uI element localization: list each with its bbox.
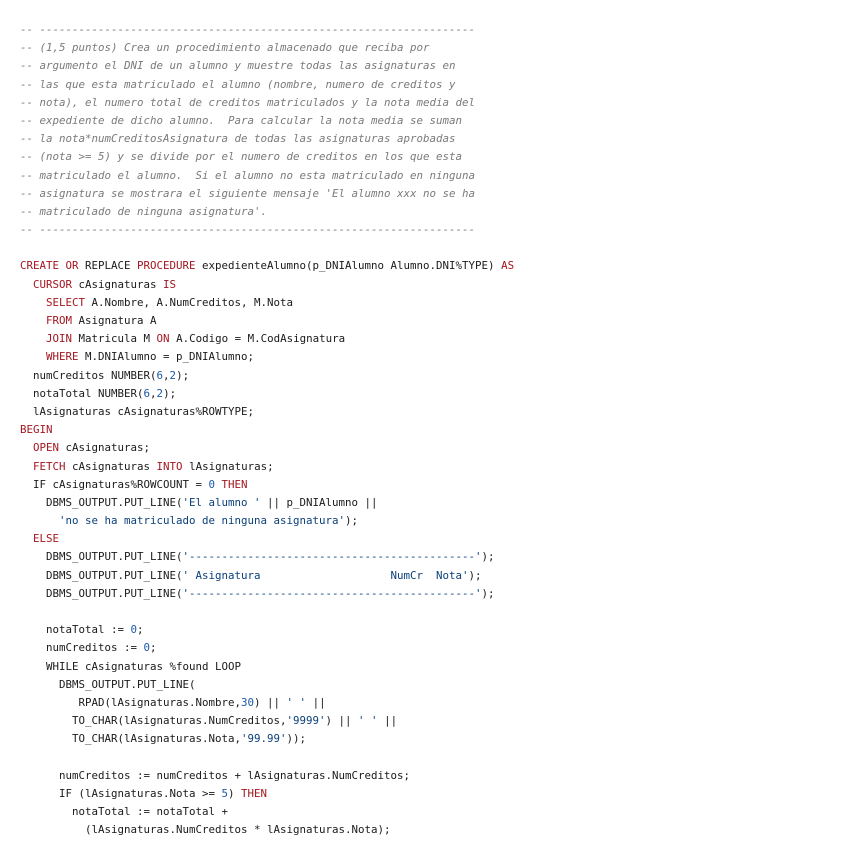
code-line xyxy=(20,21,514,39)
keyword-token: BEGIN xyxy=(20,423,53,437)
code-line xyxy=(20,621,514,639)
code-line xyxy=(20,530,514,548)
string-token: ' Asignatura NumCr Nota' xyxy=(182,568,469,582)
code-text: ); xyxy=(176,368,190,382)
code-line xyxy=(20,112,514,130)
code-line xyxy=(20,785,514,803)
comment-token: -- nota), el numero total de creditos matriculados y la nota media del xyxy=(20,95,476,109)
code-line xyxy=(20,567,514,585)
code-text xyxy=(20,332,46,345)
keyword-token: JOIN xyxy=(46,332,73,346)
code-text xyxy=(20,296,46,309)
number-token: 0 xyxy=(208,477,216,491)
keyword-token: WHERE xyxy=(46,350,79,364)
code-text: IF cAsignaturas%ROWCOUNT = xyxy=(20,477,209,491)
keyword-token: FROM xyxy=(46,314,73,327)
code-line xyxy=(20,803,514,821)
code-text: lAsignaturas cAsignaturas%ROWTYPE; xyxy=(20,404,255,418)
code-text: Asignatura A xyxy=(72,314,157,327)
comment-token: -- matriculado el alumno. Si el alumno no esta matriculado en ninguna xyxy=(20,168,476,182)
comment-token: -- (nota >= 5) y se divide por el numero de creditos en los que esta xyxy=(20,150,463,164)
comment-token: -- expediente de dicho alumno. Para calcular la nota media se suman xyxy=(20,113,463,127)
keyword-token: ON xyxy=(156,332,170,346)
code-text: RPAD(lAsignaturas.Nombre, xyxy=(20,695,242,709)
number-token: 6 xyxy=(143,386,151,400)
code-listing xyxy=(20,21,514,839)
keyword-token: ELSE xyxy=(33,532,60,546)
code-line xyxy=(20,167,514,185)
code-line xyxy=(20,57,514,75)
code-text: TO_CHAR(lAsignaturas.NumCreditos, xyxy=(20,714,287,728)
code-text: cAsignaturas xyxy=(72,277,164,291)
comment-token: -- las que esta matriculado el alumno (nombre, numero de creditos y xyxy=(20,77,456,91)
keyword-token: FETCH xyxy=(33,459,66,473)
code-line xyxy=(20,185,514,203)
code-line xyxy=(20,39,514,57)
code-text: cAsignaturas; xyxy=(59,441,151,455)
number-token: 0 xyxy=(130,623,138,637)
string-token: ' ' xyxy=(358,714,378,728)
code-line xyxy=(20,385,514,403)
code-text: notaTotal := notaTotal + xyxy=(20,805,229,819)
code-text: || xyxy=(306,695,326,709)
code-text: A.Nombre, A.NumCreditos, M.Nota xyxy=(85,295,294,309)
number-token: 6 xyxy=(156,368,164,382)
keyword-token: CURSOR xyxy=(33,277,73,291)
code-line xyxy=(20,421,514,439)
code-line xyxy=(20,712,514,730)
number-token: 2 xyxy=(156,386,164,400)
code-text: ); xyxy=(481,586,495,600)
keyword-token: PROCEDURE xyxy=(137,259,196,273)
code-text: DBMS_OUTPUT.PUT_LINE( xyxy=(20,550,183,564)
code-text: expedienteAlumno(p_DNIAlumno Alumno.DNI%TYPE) xyxy=(195,259,502,273)
code-text: ) xyxy=(228,786,242,800)
code-text: TO_CHAR(lAsignaturas.Nota, xyxy=(20,732,242,746)
code-text: (lAsignaturas.NumCreditos * lAsignaturas.Nota); xyxy=(20,823,391,837)
code-text: || xyxy=(377,714,398,728)
code-text: ); xyxy=(345,514,359,528)
code-line xyxy=(20,639,514,657)
code-text: DBMS_OUTPUT.PUT_LINE( xyxy=(20,495,183,509)
number-token: 2 xyxy=(169,368,177,382)
code-line xyxy=(20,676,514,694)
comment-token: -- asignatura se mostrara el siguiente mensaje 'El alumno xxx no se ha xyxy=(20,186,476,200)
number-token: 5 xyxy=(221,786,229,800)
number-token: 30 xyxy=(241,695,255,709)
code-text: M.DNIAlumno = p_DNIAlumno; xyxy=(78,350,255,364)
string-token: 'El alumno ' xyxy=(182,495,261,509)
code-text: DBMS_OUTPUT.PUT_LINE( xyxy=(20,677,196,691)
code-line xyxy=(20,348,514,366)
code-text: DBMS_OUTPUT.PUT_LINE( xyxy=(20,568,183,582)
code-line xyxy=(20,276,514,294)
code-text: Matricula M xyxy=(72,332,157,346)
code-text xyxy=(20,278,33,291)
keyword-token: IS xyxy=(163,277,177,291)
code-line xyxy=(20,658,514,676)
comment-token: -- matriculado de ninguna asignatura'. xyxy=(20,204,268,218)
keyword-token: INTO xyxy=(156,459,183,473)
code-text: ; xyxy=(137,623,144,637)
code-text: , xyxy=(150,386,157,400)
code-line xyxy=(20,585,514,603)
code-text: notaTotal NUMBER( xyxy=(20,386,144,400)
keyword-token: AS xyxy=(501,259,515,273)
code-line xyxy=(20,221,514,239)
number-token: 0 xyxy=(143,641,151,655)
code-line xyxy=(20,603,514,621)
code-text: ) || xyxy=(325,714,359,728)
code-line xyxy=(20,239,514,257)
code-text: ); xyxy=(163,386,177,400)
code-line xyxy=(20,257,514,275)
code-text: )); xyxy=(286,732,307,746)
code-line xyxy=(20,476,514,494)
string-token: '9999' xyxy=(286,714,326,728)
code-line xyxy=(20,767,514,785)
code-text xyxy=(20,532,33,545)
code-text xyxy=(20,460,33,473)
code-line xyxy=(20,203,514,221)
code-text xyxy=(20,514,59,527)
code-line xyxy=(20,439,514,457)
code-text xyxy=(20,350,46,363)
code-text: ); xyxy=(481,550,495,564)
code-line xyxy=(20,494,514,512)
code-text: A.Codigo = M.CodAsignatura xyxy=(169,332,346,346)
code-text: numCreditos NUMBER( xyxy=(20,368,157,382)
keyword-token: THEN xyxy=(221,477,248,491)
code-line xyxy=(20,312,514,330)
code-line xyxy=(20,367,514,385)
code-text: WHILE cAsignaturas %found LOOP xyxy=(20,659,242,673)
comment-token: -- ------------------------------------------------------------------- xyxy=(20,23,476,36)
keyword-token: OPEN xyxy=(33,441,60,455)
string-token: '--------------------------------------------' xyxy=(182,586,482,600)
code-line xyxy=(20,148,514,166)
code-line xyxy=(20,330,514,348)
code-text: notaTotal := xyxy=(20,623,131,637)
comment-token: -- argumento el DNI de un alumno y muestre todas las asignaturas en xyxy=(20,59,456,73)
code-line xyxy=(20,512,514,530)
string-token: '--------------------------------------------' xyxy=(182,550,482,564)
keyword-token: CREATE OR xyxy=(20,259,79,273)
string-token: ' ' xyxy=(286,695,307,709)
code-line xyxy=(20,821,514,839)
comment-token: -- (1,5 puntos) Crea un procedimiento almacenado que reciba por xyxy=(20,41,430,55)
string-token: '99.99' xyxy=(241,732,287,746)
code-text: || p_DNIAlumno || xyxy=(260,495,378,509)
keyword-token: THEN xyxy=(241,786,268,800)
code-line xyxy=(20,694,514,712)
code-text: numCreditos := xyxy=(20,641,144,655)
code-line xyxy=(20,749,514,767)
code-line xyxy=(20,730,514,748)
code-line xyxy=(20,403,514,421)
code-text: numCreditos := numCreditos + lAsignaturas.NumCreditos; xyxy=(20,768,411,782)
code-text: DBMS_OUTPUT.PUT_LINE( xyxy=(20,586,183,600)
keyword-token: SELECT xyxy=(46,295,86,309)
code-line xyxy=(20,294,514,312)
code-text xyxy=(20,314,46,327)
comment-token: -- la nota*numCreditosAsignatura de todas las asignaturas aprobadas xyxy=(20,132,456,146)
code-text: ; xyxy=(150,641,157,655)
code-text: ) || xyxy=(254,695,287,709)
code-text: , xyxy=(163,368,170,382)
code-text: lAsignaturas; xyxy=(182,459,274,473)
code-text: REPLACE xyxy=(78,259,138,273)
code-text: cAsignaturas xyxy=(65,459,157,473)
code-text xyxy=(20,441,33,454)
code-line xyxy=(20,548,514,566)
code-line xyxy=(20,458,514,476)
string-token: 'no se ha matriculado de ninguna asignatura' xyxy=(59,514,346,528)
comment-token: -- ------------------------------------------------------------------- xyxy=(20,223,476,237)
code-text: IF (lAsignaturas.Nota >= xyxy=(20,786,222,800)
code-line xyxy=(20,130,514,148)
code-line xyxy=(20,76,514,94)
code-line xyxy=(20,94,514,112)
code-text: ); xyxy=(468,568,482,582)
